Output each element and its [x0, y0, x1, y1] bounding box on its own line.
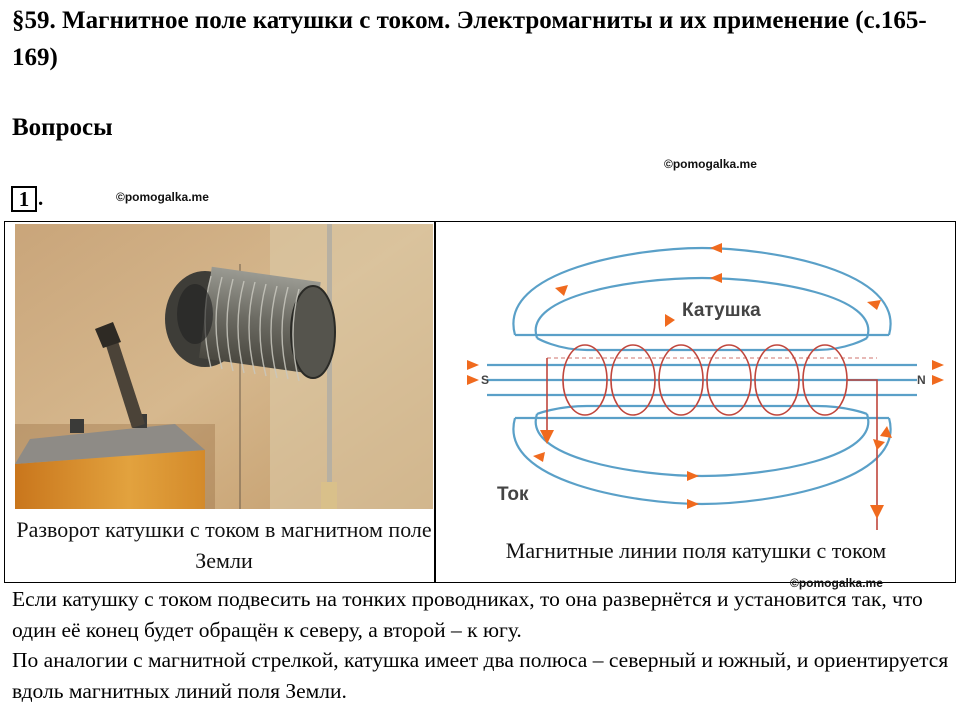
answer-text — [12, 584, 952, 706]
section-heading: Вопросы — [12, 114, 113, 141]
figure-box — [4, 221, 956, 590]
coil-windings — [547, 345, 877, 530]
field-lines — [487, 248, 917, 504]
current-label: Ток — [497, 484, 529, 505]
field-diagram — [437, 230, 955, 530]
watermark-top-left: ©pomogalka.me — [116, 190, 209, 204]
answer-paragraph-2: По аналогии с магнитной стрелкой, катушка имеет два полюса – северный и южный, и ориентируется вдоль магнитных линий поля Земли. — [12, 648, 949, 703]
watermark-top-right: ©pomogalka.me — [664, 157, 757, 171]
diagram-caption: Магнитные линии поля катушки с током — [505, 538, 887, 563]
page-title: §59. Магнитное поле катушки с током. Электромагниты и их применение (с.165-169) — [12, 7, 927, 71]
figure-divider — [434, 222, 436, 582]
question-number-dot: . — [38, 186, 44, 210]
coil-label: Катушка — [682, 300, 761, 321]
watermark-figure-bottom: ©pomogalka.me — [790, 576, 883, 590]
coil-photo-image — [15, 224, 433, 509]
north-pole-label: N — [917, 373, 926, 387]
photo-caption: Разворот катушки с током в магнитном поле Земли — [16, 517, 432, 573]
south-pole-label: S — [481, 373, 490, 387]
answer-paragraph-1: Если катушку с током подвесить на тонких проводниках, то она развернётся и установится так, что один её конец будет обращён к северу, а второй – к югу. — [12, 587, 923, 642]
question-number: 1 — [11, 186, 37, 212]
coil-photo — [15, 224, 433, 509]
